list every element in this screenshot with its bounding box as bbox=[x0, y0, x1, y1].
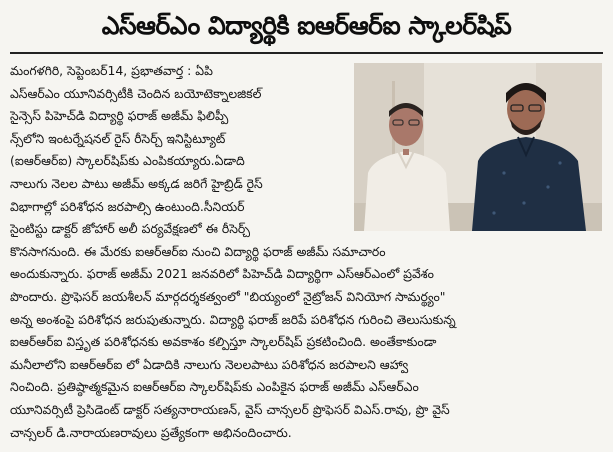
text-line: ఐఆర్ఆర్ఐ విస్తృత పరిశోధనకు అవకాశం కల్పిస్తూ స్కాలర్‌షిప్ ప్రకటించింది. అంతేకాకుండా bbox=[10, 334, 437, 350]
text-line: సైంటిస్టు డాక్టర్ జోహార్ అలీ పర్యవేక్షణలో ఈ రీసెర్చ్ bbox=[10, 221, 251, 237]
text-line: అన్న అంశంపై పరిశోధన జరుపుతున్నారు. విద్యార్థి ఫరాజ్ జరిపే పరిశోధన గురించి తెలుసుకున్న bbox=[10, 311, 456, 327]
text-line: విభాగాల్లో పరిశోధన జరపాల్సి ఉంటుంది.సీనియర్ bbox=[10, 198, 245, 214]
text-line: (ఐఆర్ఆర్ఐ) స్కాలర్‌షిప్‌కు ఎంపికయ్యారు.ఏడాది bbox=[10, 153, 245, 169]
text-line: చాన్సలర్ డి.నారాయణరావులు ప్రత్యేకంగా అభినందించారు. bbox=[10, 424, 292, 440]
text-line: సైన్సెస్ పిహెచ్‌డి విద్యార్థి ఫరాజ్ అజీమ్ ఫిలిప్పీ bbox=[10, 108, 229, 124]
headline-rule bbox=[10, 52, 603, 54]
article-body-upper bbox=[10, 60, 346, 241]
text-line: మనీలాలోని ఐఆర్ఆర్ఐ లో ఏడాదికి నాలుగు నెలలపాటు పరిశోధన జరపాలని ఆహ్వా bbox=[10, 356, 409, 372]
text-line-part: ఏపి bbox=[195, 63, 213, 78]
text-line: పొందారు. ప్రొఫెసర్ జయశీలన్ మార్గదర్శకత్వంలో "బియ్యంలో నైట్రోజన్ వినియోగ సామర్థ్యం" bbox=[10, 288, 446, 304]
article-photo bbox=[354, 63, 602, 231]
photo-illustration bbox=[354, 63, 602, 231]
article-dateline: మంగళగిరి, సెప్టెంబర్14, ప్రభాతవార్త : bbox=[10, 63, 192, 78]
text-line: అందుకున్నారు. ఫరాజ్ అజీమ్ 2021 జనవరిలో పిహెచ్‌డి విద్యార్థిగా ఎస్ఆర్ఎంలో ప్రవేశం bbox=[10, 266, 434, 282]
article-body-lower bbox=[10, 241, 603, 444]
text-line bbox=[10, 60, 346, 83]
article-headline: ఎస్ఆర్ఎం విద్యార్థికి ఐఆర్ఆర్ఐ స్కాలర్‌షిప్ bbox=[101, 11, 512, 40]
text-line: ఎస్ఆర్ఎం యూనివర్సిటీకి చెందిన బయోటెక్నాలజికల్ bbox=[10, 85, 262, 101]
text-line: యూనివర్సిటీ ప్రెసిడెంట్ డాక్టర్ సత్యనారాయణన్, వైస్ చాన్సలర్ ప్రొఫెసర్ విఎస్.రావు, ప్రొ వైస్ bbox=[10, 401, 450, 417]
text-line: నించింది. ప్రతిష్ఠాత్మకమైన ఐఆర్ఆర్ఐ స్కాలర్‌షిప్‌కు ఎంపికైన ఫరాజ్ అజీమ్ ఎస్ఆర్ఎం bbox=[10, 379, 419, 395]
text-line: న్స్‌లోని ఇంటర్నేషనల్ రైస్ రీసెర్చ్ ఇనిస్టిట్యూట్ bbox=[10, 130, 226, 146]
text-line: కొనసాగనుంది. ఈ మేరకు ఐఆర్ఆర్ఐ నుంచి విద్యార్థి ఫరాజ్ అజీమ్ సమాచారం bbox=[10, 243, 386, 259]
text-line: నాలుగు నెలల పాటు అజీమ్ అక్కడ జరిగే హైబ్రిడ్ రైస్ bbox=[10, 175, 263, 191]
